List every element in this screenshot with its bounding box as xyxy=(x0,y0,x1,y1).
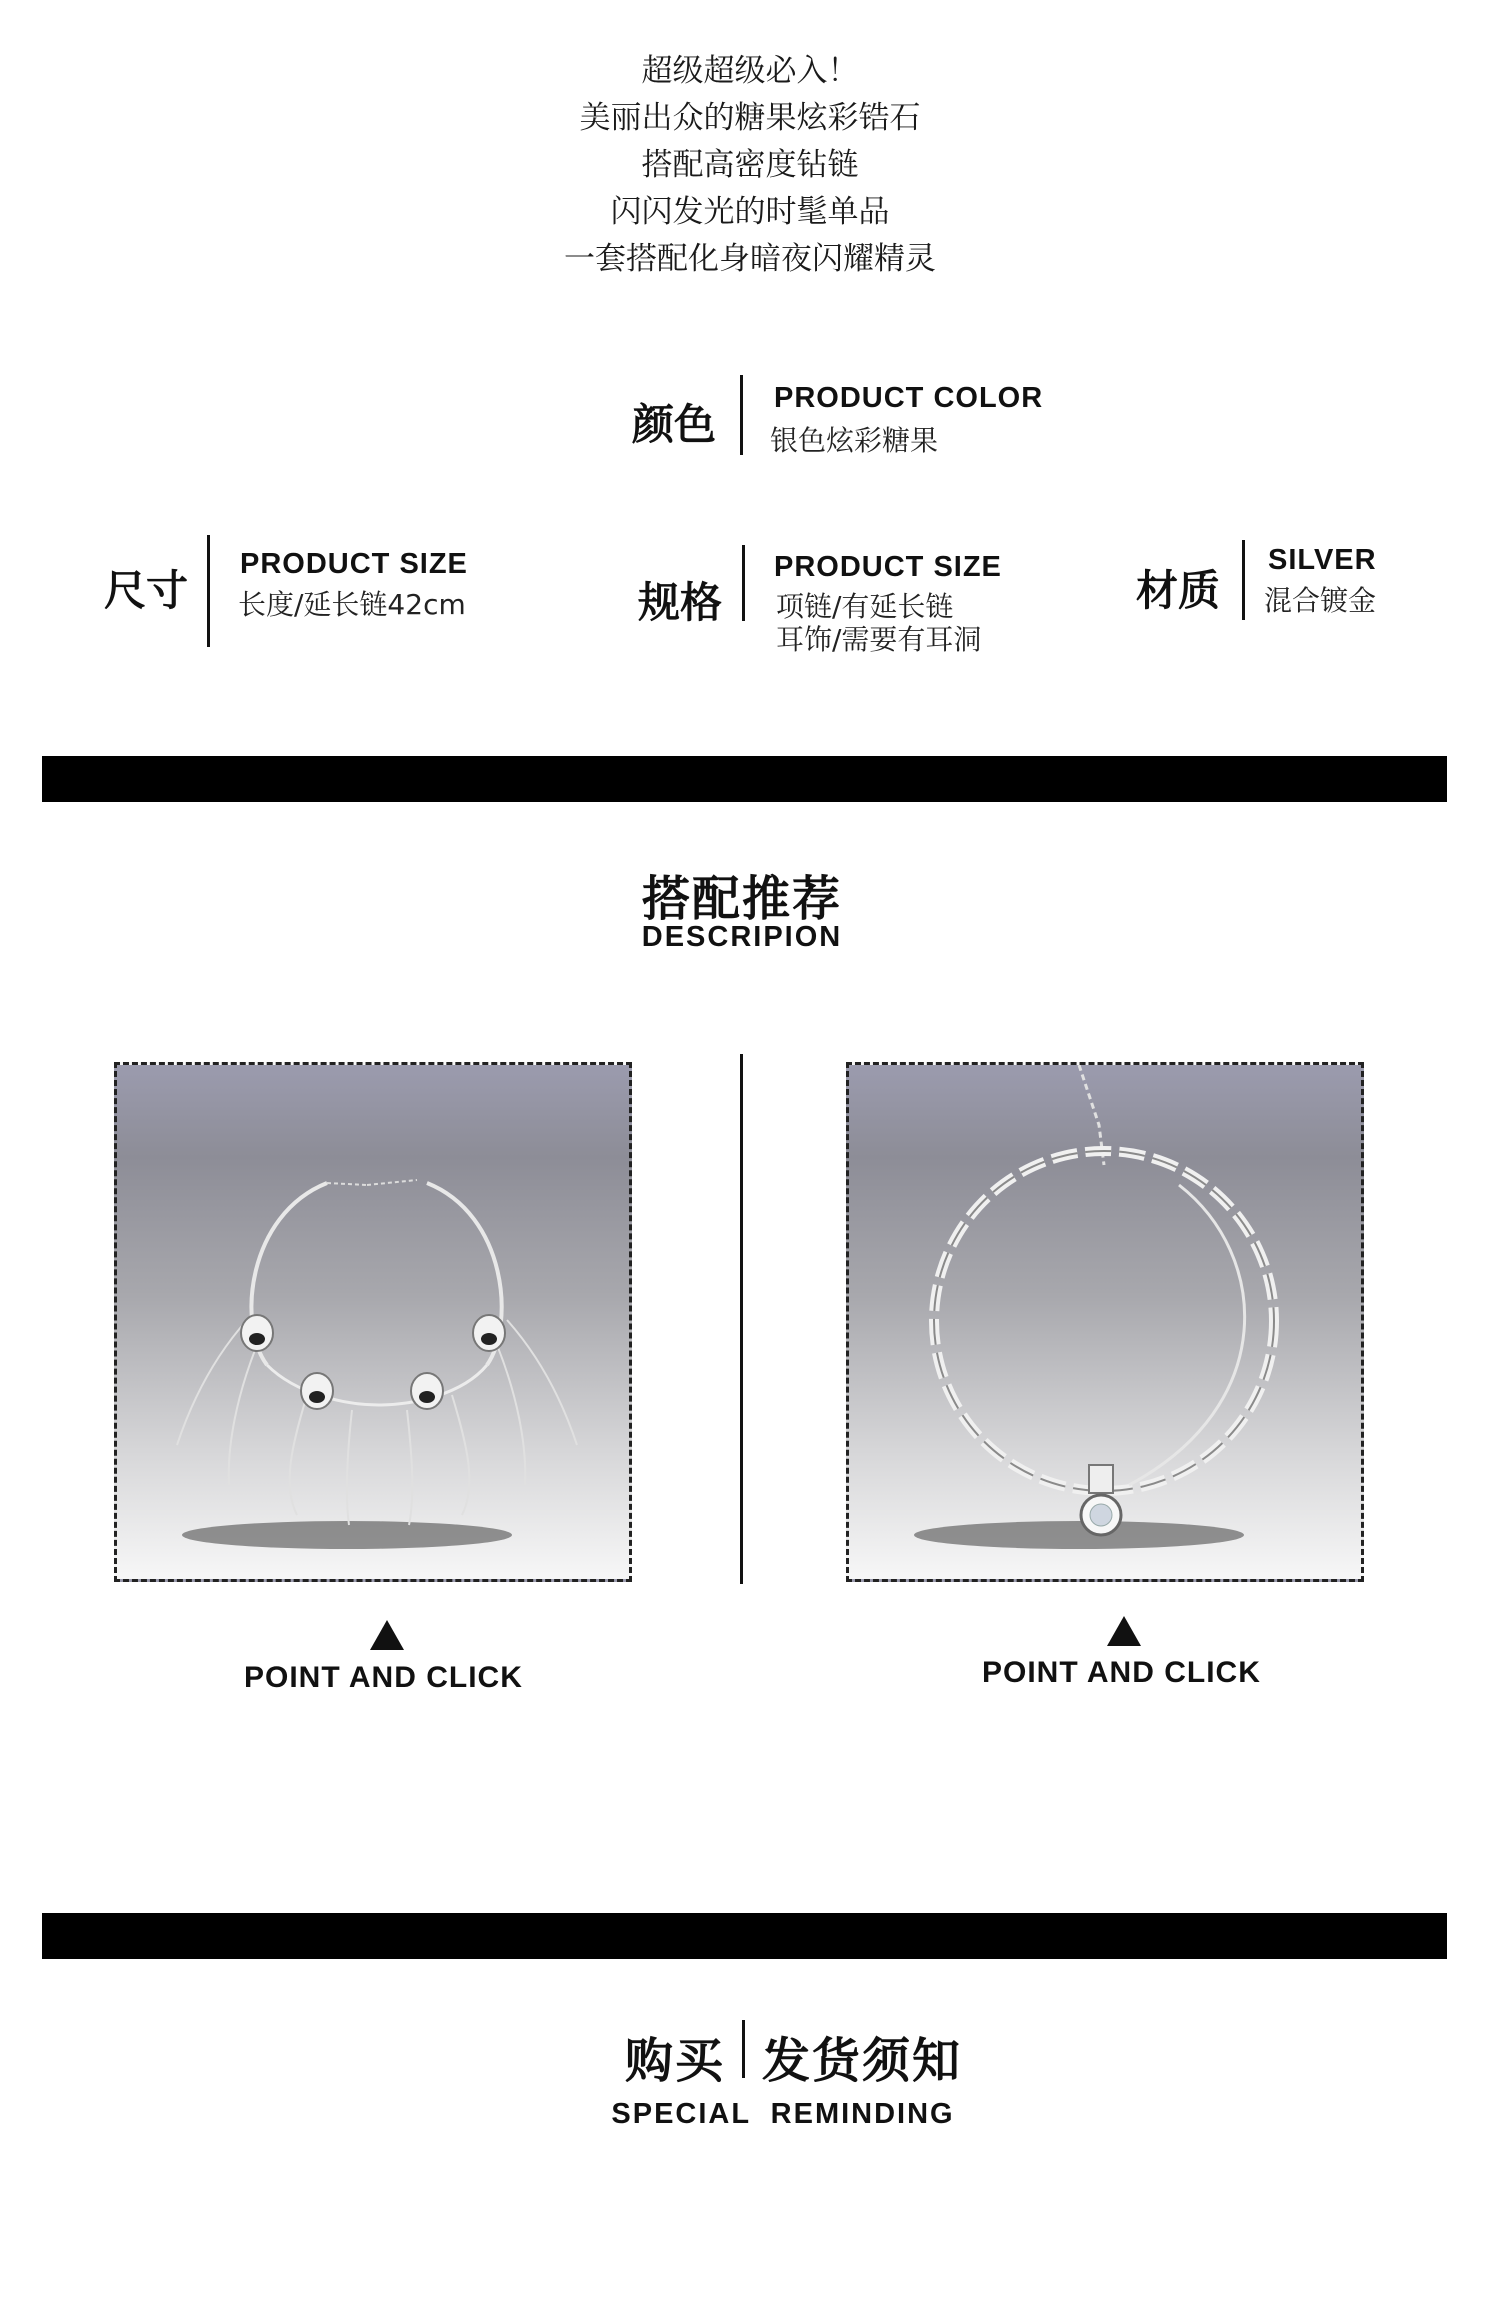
spec-label: 规格 xyxy=(638,578,723,627)
notice-title-left: 购买 xyxy=(625,2033,726,2089)
color-heading: PRODUCT COLOR xyxy=(774,382,1044,414)
size-label: 尺寸 xyxy=(104,566,189,615)
divider xyxy=(740,1054,743,1584)
product-card[interactable] xyxy=(846,1062,1364,1582)
material-label: 材质 xyxy=(1136,566,1221,615)
triangle-up-icon xyxy=(1107,1616,1141,1646)
section-divider-bar xyxy=(42,1913,1447,1959)
spec-value-earring: 耳饰/需要有耳洞 xyxy=(776,623,982,656)
point-and-click-button[interactable]: POINT AND CLICK xyxy=(982,1656,1261,1689)
intro-line: 一套搭配化身暗夜闪耀精灵 xyxy=(564,241,936,277)
color-label: 颜色 xyxy=(632,400,717,449)
divider xyxy=(740,375,743,455)
intro-line: 超级超级必入！ xyxy=(641,53,859,89)
necklace-bells-image xyxy=(117,1065,632,1582)
recommend-title: 搭配推荐 xyxy=(641,871,842,927)
necklace-chain-pendant-image xyxy=(849,1065,1364,1582)
notice-title-right: 发货须知 xyxy=(762,2033,963,2089)
notice-subtitle: SPECIAL REMINDING xyxy=(611,2098,955,2130)
recommend-subtitle: DESCRIPION xyxy=(641,921,843,953)
spec-heading: PRODUCT SIZE xyxy=(774,551,1002,583)
intro-copy xyxy=(0,48,1500,283)
intro-line: 美丽出众的糖果炫彩锆石 xyxy=(579,100,921,136)
spec-value-necklace: 项链/有延长链 xyxy=(776,590,954,623)
intro-line: 搭配高密度钻链 xyxy=(641,147,859,183)
point-and-click-button[interactable]: POINT AND CLICK xyxy=(244,1661,523,1694)
size-value: 长度/延长链42cm xyxy=(238,588,466,621)
size-heading: PRODUCT SIZE xyxy=(240,548,468,580)
divider xyxy=(1242,540,1245,620)
section-divider-bar xyxy=(42,756,1447,802)
divider xyxy=(742,2020,745,2078)
product-card[interactable] xyxy=(114,1062,632,1582)
material-heading: SILVER xyxy=(1268,544,1377,576)
intro-line: 闪闪发光的时髦单品 xyxy=(610,194,890,230)
divider xyxy=(742,545,745,621)
material-value: 混合镀金 xyxy=(1264,584,1377,617)
divider xyxy=(207,535,210,647)
color-value: 银色炫彩糖果 xyxy=(770,424,939,457)
triangle-up-icon xyxy=(370,1620,404,1650)
